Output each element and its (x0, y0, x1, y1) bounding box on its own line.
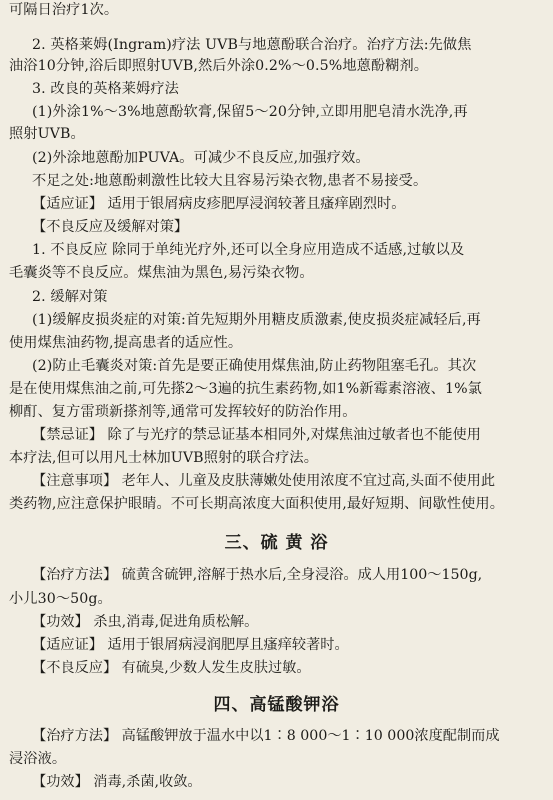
text-line: 本疗法,但可以用凡士林加UVB照射的联合疗法。 (9, 450, 319, 466)
text-line: (2)防止毛囊炎对策:首先是要正确使用煤焦油,防止药物阻塞毛孔。其次 (32, 358, 477, 374)
text-line: 是在使用煤焦油之前,可先搽2～3遍的抗生素药物,如1%新霉素溶液、1%氯 (9, 381, 482, 397)
section-label-adverse-reactions: 【不良反应】 有硫臭,少数人发生皮肤过敏。 (32, 660, 311, 676)
text-line: 2. 缓解对策 (32, 289, 108, 305)
text-line: 类药物,应注意保护眼睛。不可长期高浓度大面积使用,最好短期、间歇性使用。 (9, 496, 504, 512)
text-line: 使用煤焦油药物,提高患者的适应性。 (9, 335, 243, 351)
section-label-precautions: 【注意事项】 老年人、儿童及皮肤薄嫩处使用浓度不宜过高,头面不使用此 (32, 473, 496, 489)
text-line: 不足之处:地蒽酚刺激性比较大且容易污染衣物,患者不易接受。 (32, 173, 428, 189)
text-line: 柳酊、复方雷琐新搽剂等,通常可发挥较好的防治作用。 (9, 404, 357, 420)
text-line: 小儿30～50g。 (9, 591, 112, 607)
section-label-treatment: 【治疗方法】 硫黄含硫钾,溶解于热水后,全身浸浴。成人用100～150g, (32, 567, 483, 583)
text-line: 3. 改良的英格莱姆疗法 (32, 81, 179, 97)
section-label-adverse-reactions: 【不良反应及缓解对策】 (32, 219, 189, 235)
section-heading-permanganate-bath: 四、高锰酸钾浴 (213, 695, 340, 715)
section-label-indications: 【适应证】 适用于银屑病皮疹肥厚浸润较著且瘙痒剧烈时。 (32, 196, 406, 212)
section-label-indications: 【适应证】 适用于银屑病浸润肥厚且瘙痒较著时。 (32, 637, 349, 653)
text-line: 毛囊炎等不良反应。煤焦油为黑色,易污染衣物。 (9, 265, 314, 281)
text-line: 浸浴液。 (9, 751, 67, 767)
text-line: 可隔日治疗1次。 (9, 2, 119, 18)
section-label-contraindications: 【禁忌证】 除了与光疗的禁忌证基本相同外,对煤焦油过敏者也不能使用 (32, 427, 481, 443)
text-line: 1. 不良反应 除同于单纯光疗外,还可以全身应用造成不适感,过敏以及 (32, 242, 465, 258)
text-line: 油浴10分钟,浴后即照射UVB,然后外涂0.2%～0.5%地蒽酚糊剂。 (9, 58, 429, 74)
section-heading-sulfur-bath: 三、硫 黄 浴 (224, 533, 329, 553)
text-line: 2. 英格莱姆(Ingram)疗法 UVB与地蒽酚联合治疗。治疗方法:先做焦 (32, 37, 472, 53)
text-line: (1)缓解皮损炎症的对策:首先短期外用糖皮质激素,使皮损炎症减轻后,再 (32, 312, 481, 328)
text-line: (1)外涂1%～3%地蒽酚软膏,保留5～20分钟,立即用肥皂清水洗净,再 (32, 104, 468, 120)
text-line: 照射UVB。 (9, 126, 85, 142)
text-line: (2)外涂地蒽酚加PUVA。可减少不良反应,加强疗效。 (32, 150, 370, 166)
section-label-efficacy: 【功效】 杀虫,消毒,促进角质松解。 (32, 614, 259, 630)
section-label-treatment: 【治疗方法】 高锰酸钾放于温水中以1∶8 000～1∶10 000浓度配制而成 (32, 728, 500, 744)
section-label-efficacy: 【功效】 消毒,杀菌,收敛。 (32, 774, 202, 790)
